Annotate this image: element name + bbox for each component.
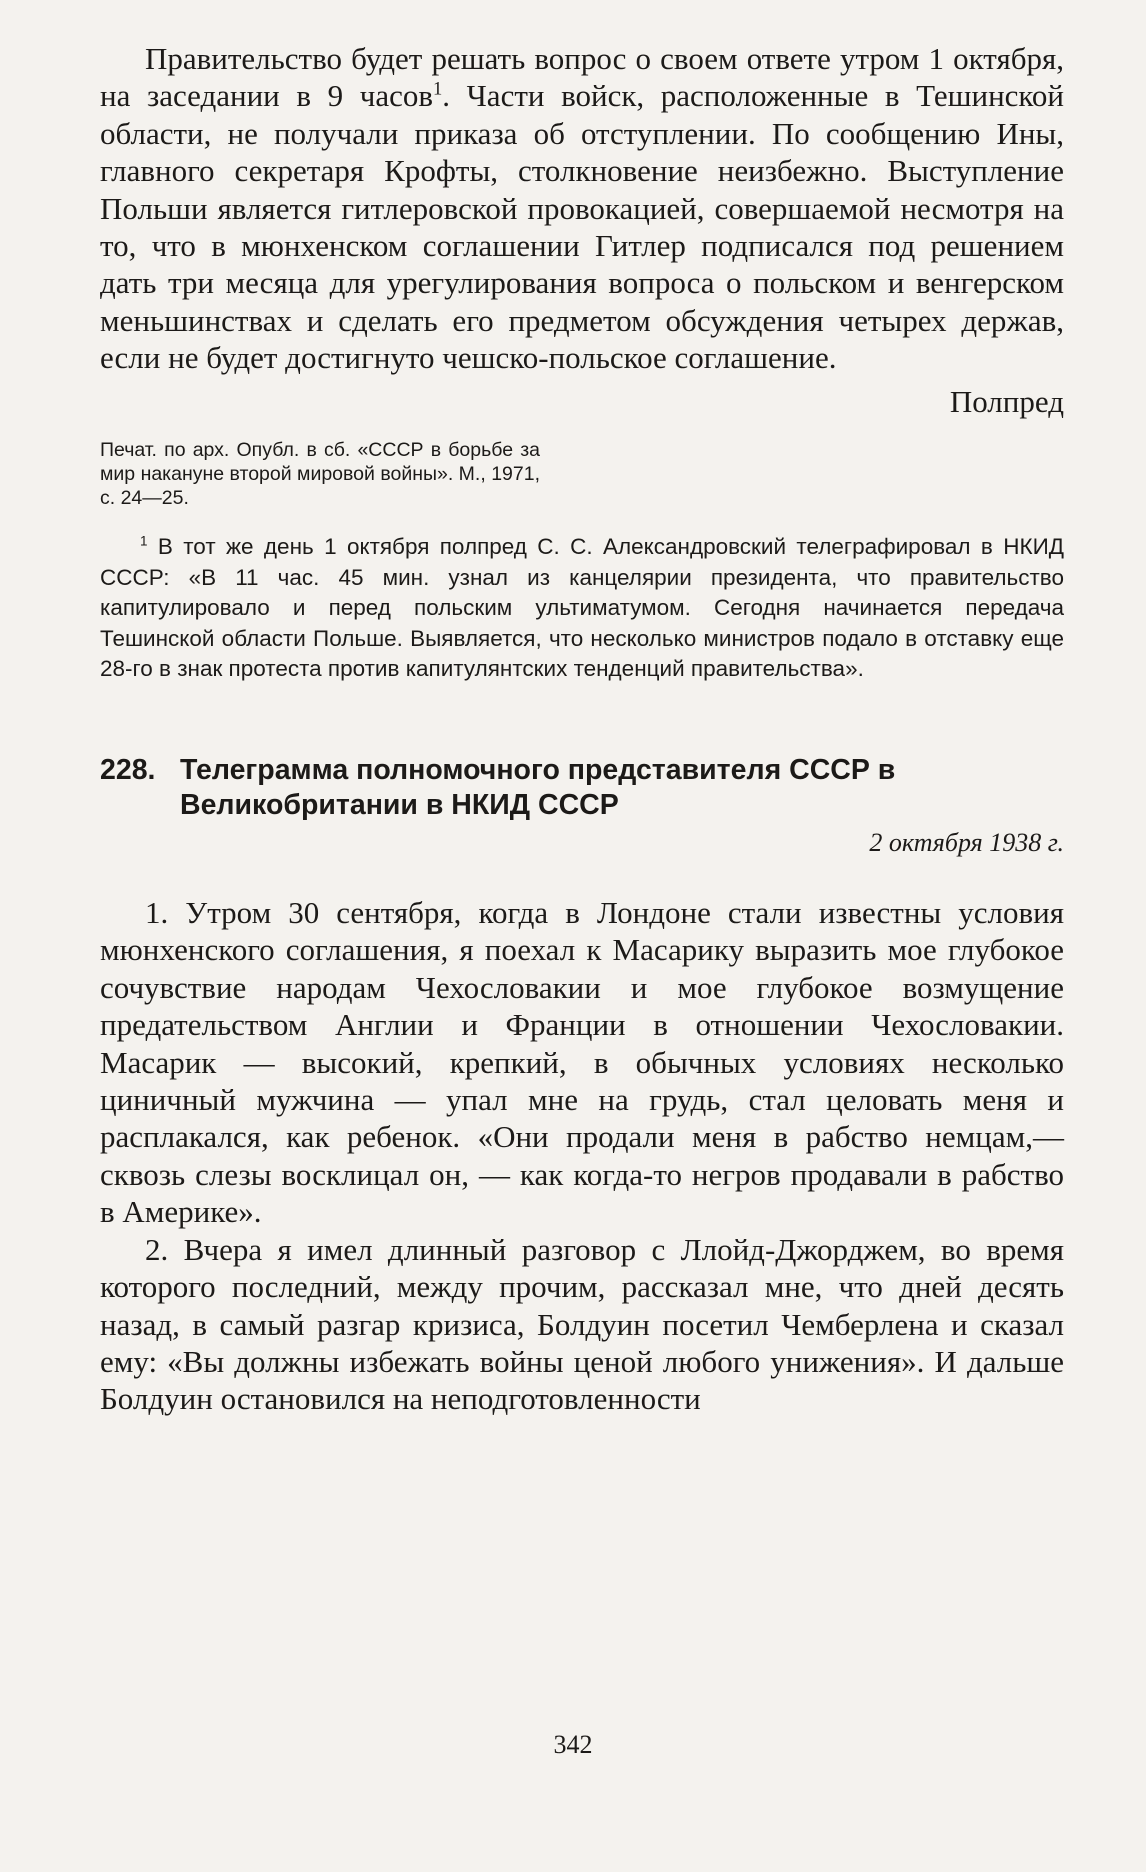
footnote-reference: 1: [433, 79, 443, 101]
footnote: [100, 532, 1064, 685]
page-number: 342: [553, 1730, 593, 1759]
document-date: 2 октября 1938 г.: [869, 828, 1064, 858]
document-title: Телеграмма полномочного представителя СССР в Великобритании в НКИД СССР: [180, 754, 896, 821]
paragraph: 2. Вчера я имел длинный разговор с Ллойд-Джорджем, во время которого последний, между прочим, рассказал мне, что дней десять назад, в самый разгар кризиса, Болдуин посетил Чемберлена и сказал ему: «Вы должны избежать войны ценой любого унижения». И дальше Болдуин остановился на неподготовленности: [100, 1231, 1064, 1417]
signature: Полпред: [949, 383, 1064, 419]
document-heading: [100, 753, 1064, 822]
intro-paragraph: Правительство будет решать вопрос о своем ответе утром 1 октября, на заседании в 9 часов$^1$. Части войск, расположенные в Тешинской области, не получали приказа об отступлении. По сообщению Ины, главного секретаря Крофты, столкновение неизбежно. Выступление Польши является гитлеровской провокацией, совершаемой несмотря на то, что в мюнхенском соглашении Гитлер подписался под решением дать три месяца для урегулирования вопроса о польском и венгерском меньшинствах и сделать его предметом обсуждения четырех держав, если не будет достигнуто чешско-польское соглашение.: [100, 41, 1064, 376]
paragraph: 1. Утром 30 сентября, когда в Лондоне стали известны условия мюнхенского соглашения, я поехал к Масарику выразить мое глубокое сочувствие народам Чехословакии и мое глубокое возмущение предательством Англии и Франции в отношении Чехословакии. Масарик — высокий, крепкий, в обычных условиях несколько циничный мужчина — упал мне на грудь, стал целовать меня и расплакался, как ребенок. «Они продали меня в рабство немцам,— сквозь слезы восклицал он, — как когда-то негров продавали в рабство в Америке».: [100, 895, 1064, 1230]
footnote-text: В тот же день 1 октября полпред С. С. Александровский телеграфировал в НКИД СССР: «В 11 час. 45 мин. узнал из канцелярии президента, что правительство капитулировало и перед польским ультиматумом. Сегодня начинается передача Тешинской области Польше. Выявляется, что несколько министров подало в отставку еще 28-го в знак протеста против капитулянтских тенденций правительства».: [100, 534, 1064, 682]
document-number: 228.: [100, 754, 156, 787]
document-body: [100, 894, 1064, 1418]
page-content: [100, 40, 1064, 1418]
footnote-mark: 1: [140, 533, 148, 549]
source-note: Печат. по арх. Опубл. в сб. «СССР в борьбе за мир накануне второй мировой войны». М., 1971, с. 24—25.: [100, 439, 540, 510]
